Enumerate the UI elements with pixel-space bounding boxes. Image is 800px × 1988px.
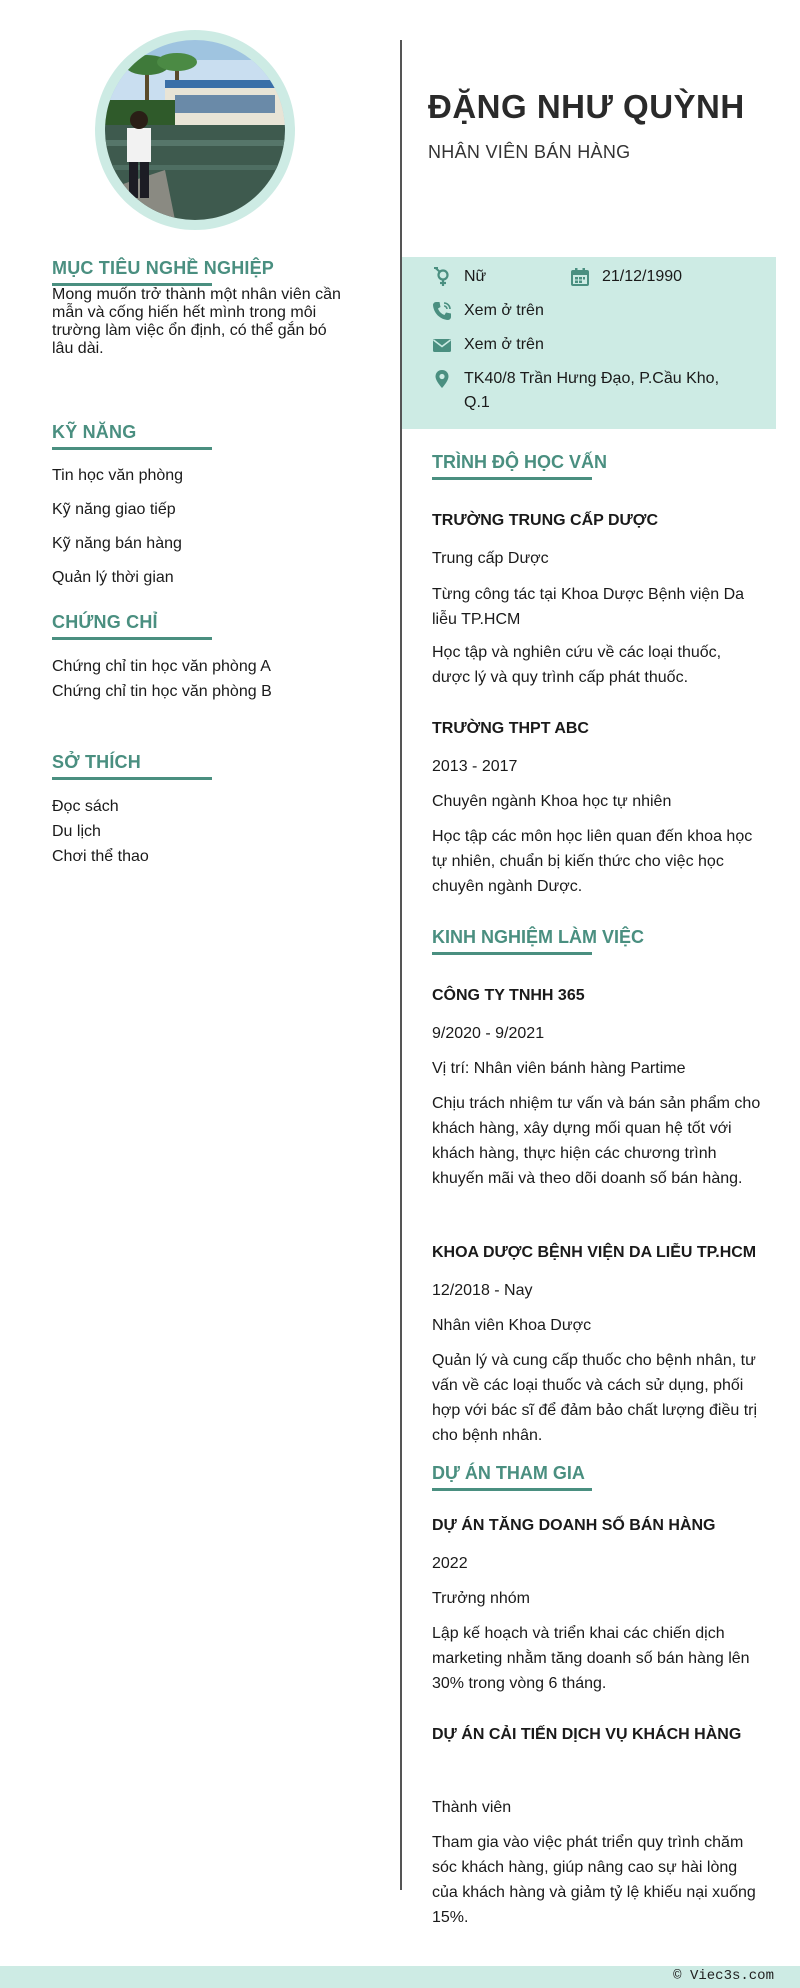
project-name: DỰ ÁN CẢI TIẾN DỊCH VỤ KHÁCH HÀNG [432, 1726, 742, 1743]
contact-address [432, 367, 754, 415]
education-detail: Học tập các môn học liên quan đến khoa học tự nhiên, chuẩn bị kiến thức cho việc học chuyên ngành Dược. [432, 828, 753, 895]
objective-section [52, 258, 352, 358]
project-year: 2022 [432, 1555, 468, 1572]
skill-item: Kỹ năng bán hàng [52, 535, 182, 552]
education-detail: Từng công tác tại Khoa Dược Bệnh viện Da liễu TP.HCM [432, 586, 745, 628]
education-period: 2013 - 2017 [432, 758, 518, 775]
project-name: DỰ ÁN TĂNG DOANH SỐ BÁN HÀNG [432, 1517, 716, 1534]
candidate-role: NHÂN VIÊN BÁN HÀNG [428, 142, 631, 162]
skill-item: Tin học văn phòng [52, 467, 184, 484]
hobbies-underline [52, 777, 212, 780]
contact-gender [432, 265, 486, 289]
education-detail: Học tập và nghiên cứu về các loại thuốc, dược lý và quy trình cấp phát thuốc. [432, 644, 722, 686]
experience-description: Chịu trách nhiệm tư vấn và bán sản phẩm cho khách hàng, xây dựng mối quan hệ tốt với khách hàng, thực hiện các chương trình khuyến mãi và theo dõi doanh số bán hàng. [432, 1095, 761, 1187]
phone-text: Xem ở trên [464, 302, 544, 319]
birthday-text: 21/12/1990 [602, 268, 683, 285]
hobby-item: Du lịch [52, 823, 101, 840]
hobby-item: Chơi thể thao [52, 848, 149, 865]
certificates-underline [52, 637, 212, 640]
contact-phone [432, 299, 544, 323]
skill-item: Kỹ năng giao tiếp [52, 501, 176, 518]
email-text: Xem ở trên [464, 336, 544, 353]
skill-item: Quản lý thời gian [52, 569, 174, 586]
gender-icon [432, 267, 452, 287]
certificates-title: CHỨNG CHỈ [52, 612, 158, 632]
objective-title: MỤC TIÊU NGHỀ NGHIỆP [52, 258, 275, 278]
address-line-2: Q.1 [464, 394, 490, 411]
hobby-item: Đọc sách [52, 798, 119, 815]
experience-title: KINH NGHIỆM LÀM VIỆC [432, 927, 645, 947]
location-icon [432, 369, 452, 389]
candidate-name: ĐẶNG NHƯ QUỲNH [428, 88, 745, 125]
contact-panel [402, 257, 776, 429]
experience-period: 12/2018 - Nay [432, 1282, 533, 1299]
gender-text: Nữ [464, 268, 487, 285]
project-role: Thành viên [432, 1799, 512, 1816]
experience-underline [432, 952, 592, 955]
project-role: Trưởng nhóm [432, 1590, 530, 1607]
contact-birthday [570, 265, 682, 289]
calendar-icon [570, 267, 590, 287]
hobbies-title: SỞ THÍCH [52, 752, 141, 772]
education-section [432, 452, 762, 480]
hobbies-section [52, 752, 352, 869]
email-icon [432, 335, 452, 355]
certificate-item: Chứng chỉ tin học văn phòng B [52, 683, 272, 700]
experience-company: CÔNG TY TNHH 365 [432, 987, 585, 1004]
education-school: TRƯỜNG TRUNG CẤP DƯỢC [432, 512, 658, 529]
avatar [105, 40, 285, 220]
education-detail: Chuyên ngành Khoa học tự nhiên [432, 793, 672, 810]
projects-underline [432, 1488, 592, 1491]
projects-title: DỰ ÁN THAM GIA [432, 1463, 585, 1483]
address-line-1: TK40/8 Trần Hưng Đạo, P.Cầu Kho, [464, 370, 720, 387]
skills-title: KỸ NĂNG [52, 422, 137, 442]
contact-email [432, 333, 544, 357]
avatar-frame [95, 30, 295, 230]
objective-text: Mong muốn trở thành một nhân viên cần mẫn và cống hiến hết mình trong môi trường làm việc ổn định, có thể gắn bó lâu dài. [52, 286, 341, 357]
certificates-section [52, 612, 352, 704]
address-text [464, 367, 754, 415]
education-underline [432, 477, 592, 480]
experience-section [432, 927, 762, 955]
project-description: Tham gia vào việc phát triển quy trình chăm sóc khách hàng, giúp nâng cao sự hài lòng của khách hàng và giảm tỷ lệ khiếu nại xuống 15%. [432, 1834, 756, 1926]
education-school: TRƯỜNG THPT ABC [432, 720, 589, 737]
education-title: TRÌNH ĐỘ HỌC VẤN [432, 452, 607, 472]
phone-icon [432, 301, 452, 321]
experience-position: Nhân viên Khoa Dược [432, 1317, 592, 1334]
experience-description: Quản lý và cung cấp thuốc cho bệnh nhân, tư vấn về các loại thuốc và cách sử dụng, phối hợp với bác sĩ để đảm bảo chất lượng điều trị cho bệnh nhân. [432, 1352, 758, 1444]
skills-underline [52, 447, 212, 450]
footer-credit: © Viec3s.com [673, 1968, 774, 1984]
skills-section [52, 422, 352, 588]
footer-bar [0, 1966, 800, 1988]
experience-company: KHOA DƯỢC BỆNH VIỆN DA LIỄU TP.HCM [432, 1244, 757, 1261]
experience-position: Vị trí: Nhân viên bánh hàng Partime [432, 1060, 686, 1077]
project-description: Lập kế hoạch và triển khai các chiến dịch marketing nhằm tăng doanh số bán hàng lên 30% trong vòng 6 tháng. [432, 1625, 750, 1692]
experience-period: 9/2020 - 9/2021 [432, 1025, 545, 1042]
certificate-item: Chứng chỉ tin học văn phòng A [52, 658, 271, 675]
education-detail: Trung cấp Dược [432, 550, 549, 567]
projects-section [432, 1463, 762, 1491]
